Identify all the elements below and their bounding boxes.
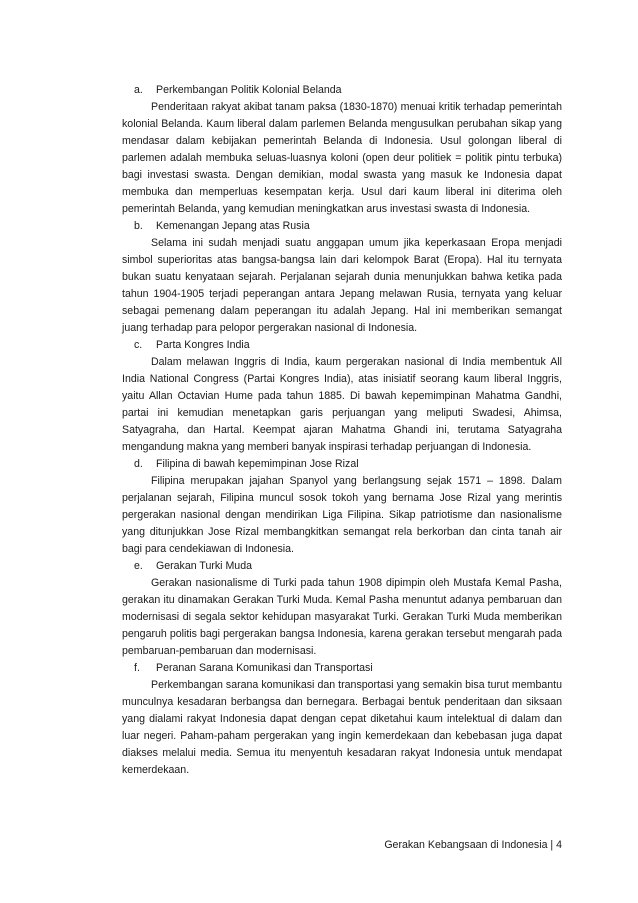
section-d (122, 456, 562, 558)
section-heading (122, 337, 562, 354)
section-paragraph: Dalam melawan Inggris di India, kaum pergerakan nasional di India membentuk All India National Congress (Partai Kongres India), atas inisiatif seorang kaum liberal Inggris, yaitu Allan Octavian Hume pada tahun 1885. Di bawah kepemimpinan Mahatma Gandhi, partai ini kemudian menetapkan garis perjuangan yang meliputi Swadesi, Ahimsa, Satyagraha, dan Hartal. Keempat ajaran Mahatma Ghandi ini, terutama Satyagraha mengandung makna yang memberi banyak inspirasi terhadap perjuangan di Indonesia. (122, 356, 562, 453)
section-title: Parta Kongres India (156, 339, 250, 351)
section-a (122, 82, 562, 218)
page-content (122, 82, 562, 779)
page-footer: Gerakan Kebangsaan di Indonesia | 4 (384, 839, 562, 851)
section-title: Filipina di bawah kepemimpinan Jose Rizal (156, 458, 359, 470)
section-paragraph: Selama ini sudah menjadi suatu anggapan umum jika keperkasaan Eropa menjadi simbol superioritas atas bangsa-bangsa lain dari kelompok Barat (Eropa). Hal itu ternyata bukan suatu kenyataan sejarah. Perjalanan sejarah dunia menunjukkan bahwa ketika pada tahun 1904-1905 terjadi peperangan antara Jepang melawan Rusia, ternyata yang keluar sebagai pemenang dalam peperangan itu adalah Jepang. Hal ini memberikan semangat juang terhadap para pelopor pergerakan nasional di Indonesia. (122, 237, 562, 334)
section-letter: f. (134, 662, 140, 674)
section-title: Gerakan Turki Muda (156, 560, 252, 572)
section-heading (122, 558, 562, 575)
section-title: Kemenangan Jepang atas Rusia (156, 220, 310, 232)
section-letter: a. (134, 84, 143, 96)
section-b (122, 218, 562, 337)
section-letter: c. (134, 339, 143, 351)
section-letter: e. (134, 560, 143, 572)
section-letter: b. (134, 220, 143, 232)
section-heading (122, 218, 562, 235)
section-e (122, 558, 562, 660)
section-title: Perkembangan Politik Kolonial Belanda (156, 84, 342, 96)
section-paragraph: Filipina merupakan jajahan Spanyol yang berlangsung sejak 1571 – 1898. Dalam perjalanan sejarah, Filipina muncul sosok tokoh yang bernama Jose Rizal yang merintis pergerakan nasional dengan mendirikan Liga Filipina. Sikap patriotisme dan nasionalisme yang ditunjukkan Jose Rizal membangkitkan semangat rela berkorban dan cinta tanah air bagi para cendekiawan di Indonesia. (122, 475, 562, 555)
section-heading (122, 82, 562, 99)
section-heading (122, 456, 562, 473)
section-title: Peranan Sarana Komunikasi dan Transportasi (156, 662, 373, 674)
section-paragraph: Penderitaan rakyat akibat tanam paksa (1830-1870) menuai kritik terhadap pemerintah kolonial Belanda. Kaum liberal dalam parlemen Belanda mengusulkan perubahan sikap yang mendasar dalam kebijakan pemerintah Belanda di Indonesia. Usul golongan liberal di parlemen adalah membuka seluas-luasnya koloni (open deur politiek = politik pintu terbuka) bagi investasi swasta. Dengan demikian, modal swasta yang masuk ke Indonesia dapat membuka dan memperluas kesempatan kerja. Usul dari kaum liberal ini diterima oleh pemerintah Belanda, yang kemudian meningkatkan arus investasi swasta di Indonesia. (122, 101, 562, 215)
section-f (122, 660, 562, 779)
section-heading (122, 660, 562, 677)
section-paragraph: Gerakan nasionalisme di Turki pada tahun 1908 dipimpin oleh Mustafa Kemal Pasha, gerakan itu dinamakan Gerakan Turki Muda. Kemal Pasha menuntut adanya pembaruan dan modernisasi di segala sektor kehidupan masyarakat Turki. Gerakan Turki Muda memberikan pengaruh politis bagi pergerakan bangsa Indonesia, karena gerakan tersebut mengarah pada pembaruan-pembaruan dan modernisasi. (122, 577, 562, 657)
section-paragraph: Perkembangan sarana komunikasi dan transportasi yang semakin bisa turut membantu munculnya kesadaran berbangsa dan bernegara. Berbagai bentuk penderitaan dan siksaan yang dialami rakyat Indonesia dapat dengan cepat diketahui kaum intelektual di dalam dan luar negeri. Paham-paham pergerakan yang ingin kemerdekaan dan kebebasan juga dapat diakses melalui media. Semua itu menyentuh kesadaran rakyat Indonesia untuk mendapat kemerdekaan. (122, 679, 562, 776)
section-c (122, 337, 562, 456)
section-letter: d. (134, 458, 143, 470)
